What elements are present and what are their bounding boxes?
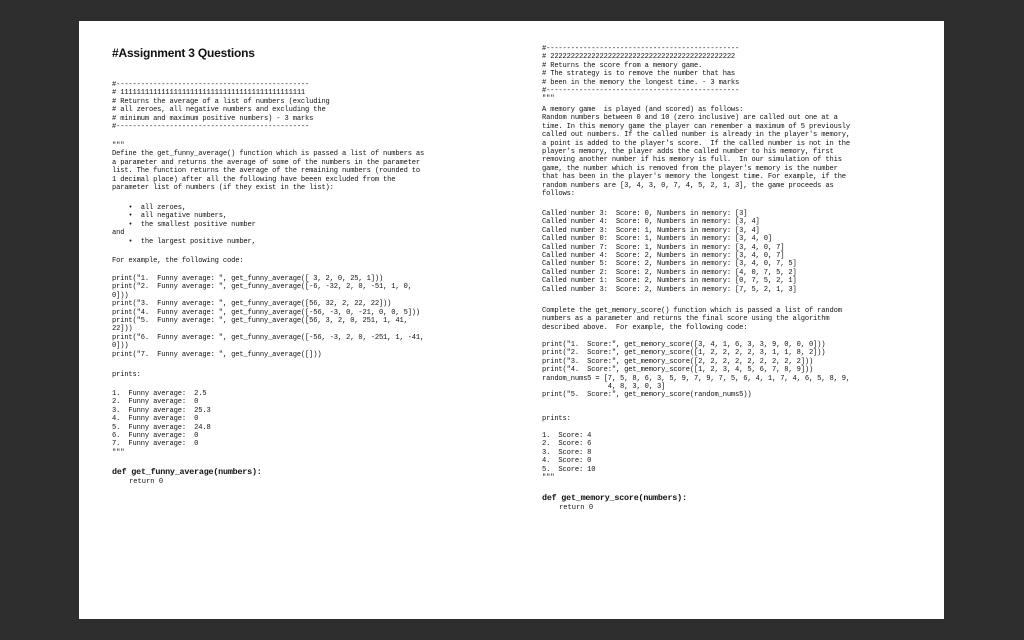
q2-expected-output: 1. Score: 4 2. Score: 6 3. Score: 8 4. Score: 0 5. Score: 10 """ (542, 432, 596, 483)
q1-description: """ Define the get_funny_average() function which is passed a list of numbers as a parameter and returns the average of some of the numbers in the parameter list. The function returns the average of the remaining numbers (rounded to 1 decimal place) after all the following have beeen excluded from the parameter list of numbers (if they exist in the list): (112, 142, 425, 193)
q2-function-def: def get_memory_score(numbers): (542, 493, 687, 503)
q1-return-stub: return 0 (112, 478, 164, 486)
q1-prints-label: prints: (112, 371, 141, 379)
q1-bullet-list: • all zeroes, • all negative numbers, • the smallest positive number and • the largest positive number, (112, 204, 256, 246)
q1-comment-header: #----------------------------------------------- # 111111111111111111111111111111111111111111111 # Returns the average of a list of numbers (excluding # all zeroes, all negative numbers and excluding the # minimum and maximum positive numbers) - 3 marks #----------------------------------------------- (112, 81, 330, 132)
q2-return-stub: return 0 (542, 504, 594, 512)
q1-example-intro: For example, the following code: (112, 257, 244, 265)
q2-comment-header: #----------------------------------------------- # 222222222222222222222222222222222222222222222 # Returns the score from a memory game. # The strategy is to remove the number that has # been in the memory the longest time. - 3 marks #----------------------------------------------- """ (542, 45, 740, 104)
q2-prints-label: prints: (542, 415, 571, 423)
q1-example-code: print("1. Funny average: ", get_funny_average([ 3, 2, 0, 25, 1])) print("2. Funny average: ", get_funny_average([-6, -32, 2, 0, -51, 1, 0, 0])) print("3. Funny average: ", get_funny_average([56, 32, 2, 22, 22])) print("4. Funny average: ", get_funny_average([-56, -3, 0, -21, 0, 0, 5])) print("5. Funny average: ", get_funny_average([56, 3, 2, 0, 251, 1, 41, 22])) print("6. Funny average: ", get_funny_average([-56, -3, 2, 0, -251, 1, -41, 0])) print("7. Funny average: ", get_funny_average([])) (112, 275, 425, 359)
document-page (79, 21, 944, 619)
q2-game-trace: Called number 3: Score: 0, Numbers in memory: [3] Called number 4: Score: 0, Numbers in memory: [3, 4] Called number 3: Score: 1, Numbers in memory: [3, 4] Called number 0: Score: 1, Numbers in memory: [3, 4, 0] Called number 7: Score: 1, Numbers in memory: [3, 4, 0, 7] Called number 4: Score: 2, Numbers in memory: [3, 4, 0, 7] Called number 5: Score: 2, Numbers in memory: [3, 4, 0, 7, 5] Called number 2: Score: 2, Numbers in memory: [4, 0, 7, 5, 2] Called number 1: Score: 2, Numbers in memory: [0, 7, 5, 2, 1] Called number 3: Score: 2, Numbers in memory: [7, 5, 2, 1, 3] (542, 210, 797, 294)
q1-expected-output: 1. Funny average: 2.5 2. Funny average: 0 3. Funny average: 25.3 4. Funny average: 0 5. Funny average: 24.8 6. Funny average: 0 7. Funny average: 0 """ (112, 390, 211, 457)
q2-example-code: print("1. Score:", get_memory_score([3, 4, 1, 6, 3, 3, 9, 0, 0, 0])) print("2. Score:", get_memory_score([1, 2, 2, 2, 2, 3, 1, 1, 8, 2])) print("3. Score:", get_memory_score([2, 2, 2, 2, 2, 2, 2, 2, 2])) print("4. Score:", get_memory_score([1, 2, 3, 4, 5, 6, 7, 8, 9])) random_nums5 = [7, 5, 8, 6, 3, 5, 9, 7, 9, 7, 5, 6, 4, 1, 7, 4, 6, 5, 8, 9, 4, 8, 3, 0, 3] print("5. Score:", get_memory_score(random_nums5)) (542, 341, 851, 400)
q2-description: A memory game is played (and scored) as follows: Random numbers between 0 and 10 (zero inclusive) are called out one at a time. In this memory game the player can remember a maximum of 5 previously called out numbers. If the called number is already in the player's memory, a point is added to the player's score. If the called number is not in the player's memory, the player adds the called number to his memory, first removing another number if his memory is full. In our simulation of this game, the number which is removed from the player's memory is the number that has been in the player's memory the longest time. For example, if the random numbers are [3, 4, 3, 0, 7, 4, 5, 2, 1, 3], the game proceeds as follows: (542, 106, 851, 199)
q1-function-def: def get_funny_average(numbers): (112, 467, 262, 477)
q2-complete-instructions: Complete the get_memory_score() function which is passed a list of random numbers as a parameter and returns the final score using the algorithm described above. For example, the following code: (542, 307, 842, 332)
page-title: #Assignment 3 Questions (112, 46, 255, 60)
